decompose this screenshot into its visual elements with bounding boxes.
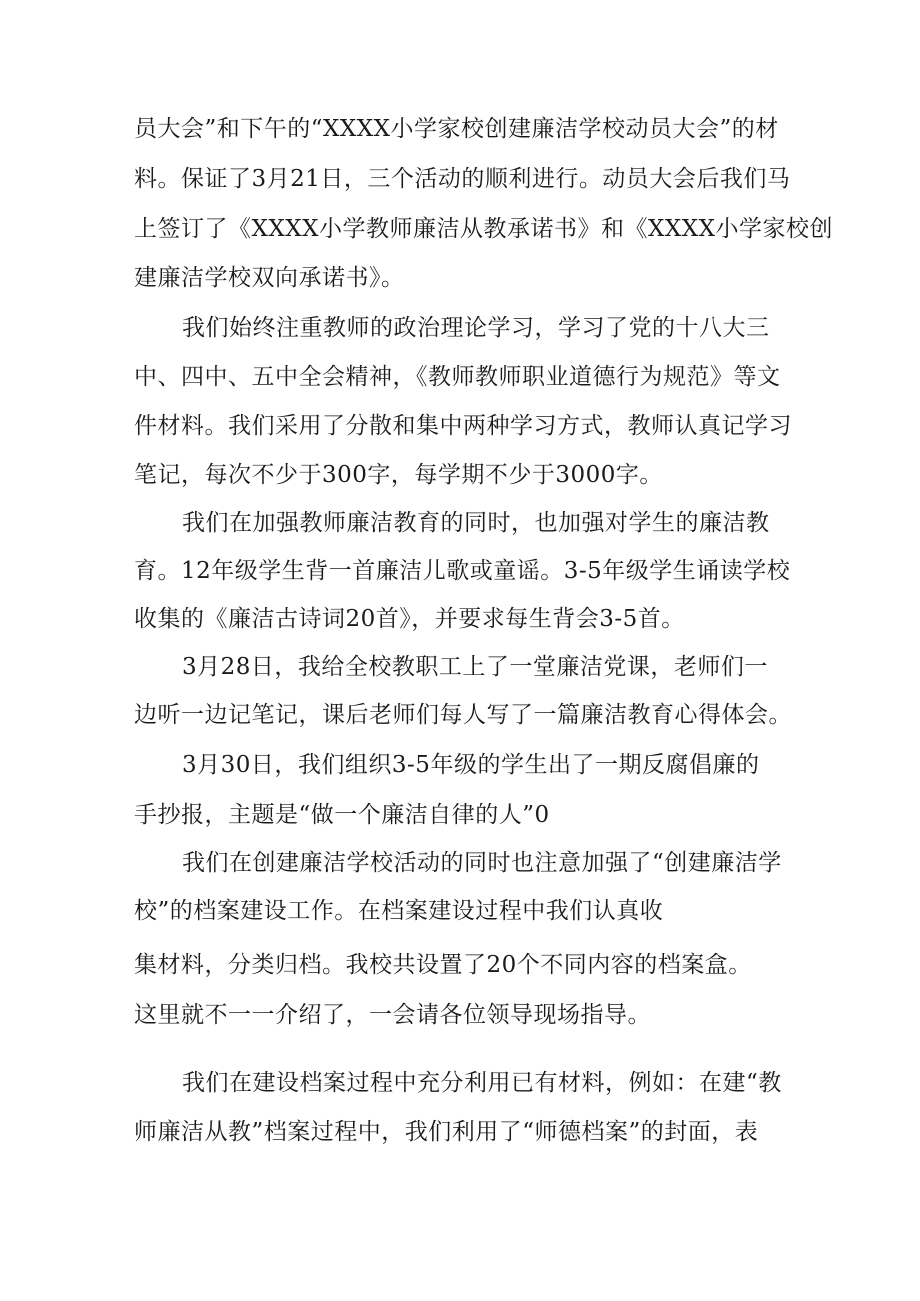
- text-line: 员大会”和下午的“XXXX小学家校创建廉洁学校动员大会”的材: [134, 116, 779, 142]
- text-line: 收集的《廉洁古诗词20首》，并要求每生背会3-5首。: [134, 606, 685, 632]
- text-line: 建廉洁学校双向承诺书》。: [134, 265, 405, 291]
- text-line: 我们在加强教师廉洁教育的同时，也加强对学生的廉洁教: [182, 510, 770, 536]
- text-line: 3月30日，我们组织3-5年级的学生出了一期反腐倡廉的: [182, 752, 760, 778]
- text-line: 集材料，分类归档。我校共设置了20个不同内容的档案盒。: [134, 952, 752, 978]
- text-line: 中、四中、五中全会精神，《教师教师职业道德行为规范》等文: [134, 364, 781, 390]
- text-line: 上签订了《XXXX小学教师廉洁从教承诺书》和《XXXX小学家校创: [134, 216, 833, 242]
- text-line: 笔记，每次不少于300字，每学期不少于3000字。: [134, 462, 663, 488]
- text-line: 件材料。我们采用了分散和集中两种学习方式，教师认真记学习: [134, 413, 792, 439]
- text-line: 这里就不一一介绍了，一会请各位领导现场指导。: [134, 1002, 651, 1028]
- text-line: 我们在建设档案过程中充分利用已有材料，例如：在建“教: [182, 1070, 782, 1096]
- text-line: 师廉洁从教”档案过程中，我们利用了“师德档案”的封面，表: [134, 1119, 759, 1145]
- text-line: 边听一边记笔记，课后老师们每人写了一篇廉洁教育心得体会。: [134, 702, 792, 728]
- text-line: 料。保证了3月21日，三个活动的顺利进行。动员大会后我们马: [134, 166, 791, 192]
- text-line: 育。12年级学生背一首廉洁儿歌或童谣。3-5年级学生诵读学校: [134, 558, 791, 584]
- text-line: 校”的档案建设工作。在档案建设过程中我们认真收: [134, 898, 664, 924]
- text-line: 手抄报，主题是“做一个廉洁自律的人”0: [134, 802, 550, 828]
- text-line: 我们始终注重教师的政治理论学习，学习了党的十八大三: [182, 315, 770, 341]
- text-line: 3月28日，我给全校教职工上了一堂廉洁党课，老师们一: [182, 654, 768, 680]
- text-line: 我们在创建廉洁学校活动的同时也注意加强了“创建廉洁学: [182, 850, 782, 876]
